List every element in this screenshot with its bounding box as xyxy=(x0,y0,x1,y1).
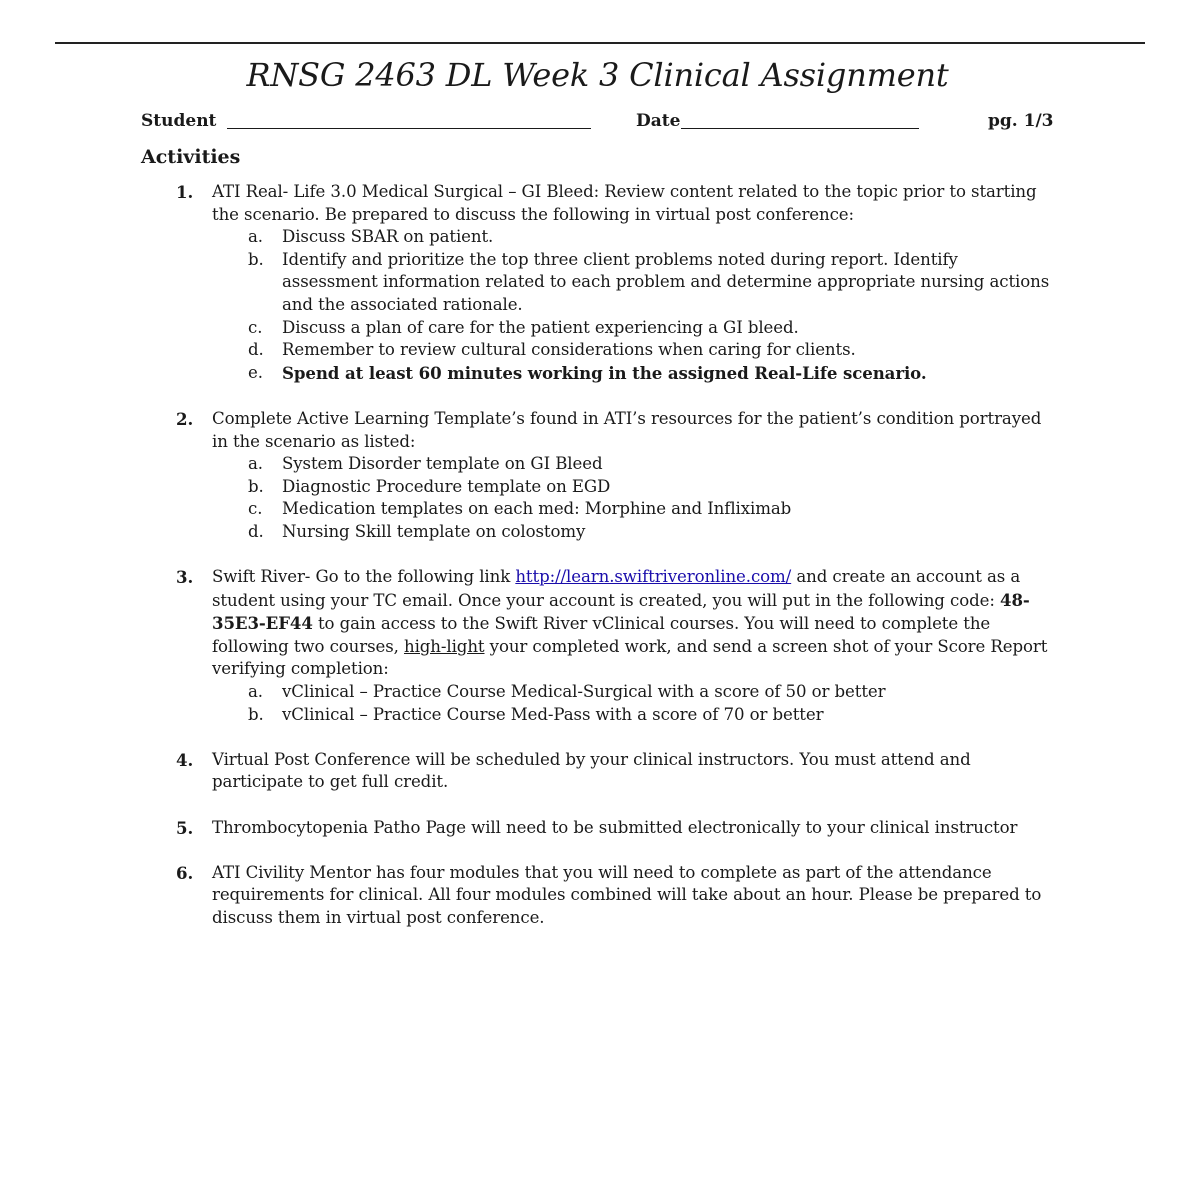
list-item xyxy=(0,749,1062,794)
sub-item xyxy=(212,704,1052,727)
sub-item-text: Diagnostic Procedure template on EGD xyxy=(282,476,611,496)
item-text: Virtual Post Conference will be scheduled by your clinical instructors. You must attend and participate to get full credit. xyxy=(212,749,971,792)
sub-item-letter: e. xyxy=(248,362,263,382)
item-text: ATI Real- Life 3.0 Medical Surgical – GI Bleed: Review content related to the topic prior to starting the scenario. Be prepared to discuss the following in virtual post conference: xyxy=(212,182,1037,224)
item-number: 5. xyxy=(176,817,194,838)
sub-item xyxy=(212,453,1052,476)
sub-item-text: Medication templates on each med: Morphine and Infliximab xyxy=(282,499,792,519)
item-number: 6. xyxy=(176,862,194,883)
list-item xyxy=(0,566,1062,726)
sub-item xyxy=(212,317,1052,340)
sub-item xyxy=(212,498,1052,521)
sub-item-text: System Disorder template on GI Bleed xyxy=(282,454,603,474)
item-number: 1. xyxy=(176,182,194,202)
item-text xyxy=(212,566,1062,681)
item-text-part: your completed work, and send a screen shot of your Score Report verifying completion: xyxy=(212,636,1048,679)
item-text-part: to gain access to the Swift River vClinical courses. You will need to complete the following two courses, xyxy=(212,614,991,656)
list-item xyxy=(0,181,1062,385)
header-fields xyxy=(0,109,1200,133)
item-text-part: Swift River- Go to the following link xyxy=(212,567,516,587)
sub-item-letter: a. xyxy=(248,227,263,247)
sub-item-letter: a. xyxy=(248,454,263,474)
sub-item-text-bold: Spend at least 60 minutes working in the assigned Real-Life scenario. xyxy=(282,362,927,383)
sub-item-text: vClinical – Practice Course Medical-Surgical with a score of 50 or better xyxy=(282,682,886,702)
highlight-word: high-light xyxy=(403,636,485,656)
access-code: 48-35E3-EF44 xyxy=(212,589,1030,634)
sub-item xyxy=(212,681,1052,704)
student-blank-line xyxy=(227,128,591,129)
sub-item xyxy=(212,249,1052,317)
sub-item-text: Remember to review cultural considerations when caring for clients. xyxy=(282,340,856,360)
item-number: 3. xyxy=(176,567,194,588)
list-item xyxy=(0,862,1062,930)
list-item xyxy=(0,817,1062,840)
sub-item-text: vClinical – Practice Course Med-Pass with a score of 70 or better xyxy=(282,704,824,724)
date-blank-line xyxy=(681,128,919,129)
header-rule xyxy=(55,42,1145,44)
sub-item xyxy=(212,521,1052,544)
sub-item-letter: d. xyxy=(248,521,264,541)
sub-item-letter: b. xyxy=(248,704,264,724)
sub-item-letter: b. xyxy=(248,476,264,496)
list-item xyxy=(0,408,1062,544)
item-text: Complete Active Learning Template’s found in ATI’s resources for the patient’s condition portrayed in the scenario as listed: xyxy=(212,408,1042,451)
item-text-part: and create an account as a student using your TC email. Once your account is created, you will put in the following code: xyxy=(212,567,1021,610)
sub-item xyxy=(212,226,1052,249)
sub-item-letter: c. xyxy=(248,499,263,519)
page-number: pg. 1/3 xyxy=(988,111,1054,131)
sub-item-text: Discuss SBAR on patient. xyxy=(282,227,494,247)
item-text: Thrombocytopenia Patho Page will need to be submitted electronically to your clinical instructor xyxy=(212,817,1018,837)
sub-item xyxy=(212,339,1052,362)
sub-item-letter: a. xyxy=(248,682,263,702)
item-text: ATI Civility Mentor has four modules that you will need to complete as part of the attendance requirements for clinical. All four modules combined will take about an hour. Please be prepared to discuss them in virtual post conference. xyxy=(212,862,1042,927)
sub-item-text: Nursing Skill template on colostomy xyxy=(282,521,586,541)
sub-item-text: Identify and prioritize the top three client problems noted during report. Identify assessment information related to each problem and determine appropriate nursing actions and the associated rationale. xyxy=(282,249,1050,314)
swift-river-link[interactable]: http://learn.swiftriveronline.com/ xyxy=(515,567,792,587)
document-title: RNSG 2463 DL Week 3 Clinical Assignment xyxy=(246,56,949,94)
item-number: 4. xyxy=(176,749,194,770)
sub-item-letter: b. xyxy=(248,249,264,269)
sub-item-letter: d. xyxy=(248,340,264,360)
date-label: Date xyxy=(636,111,681,131)
sub-item-letter: c. xyxy=(248,317,263,337)
sub-item-text: Discuss a plan of care for the patient experiencing a GI bleed. xyxy=(282,317,799,337)
item-number: 2. xyxy=(176,408,194,429)
activities-heading: Activities xyxy=(141,146,241,168)
sub-item xyxy=(212,476,1052,499)
sub-item xyxy=(212,362,1052,386)
student-label: Student xyxy=(141,111,217,131)
activities-list xyxy=(0,181,1200,952)
